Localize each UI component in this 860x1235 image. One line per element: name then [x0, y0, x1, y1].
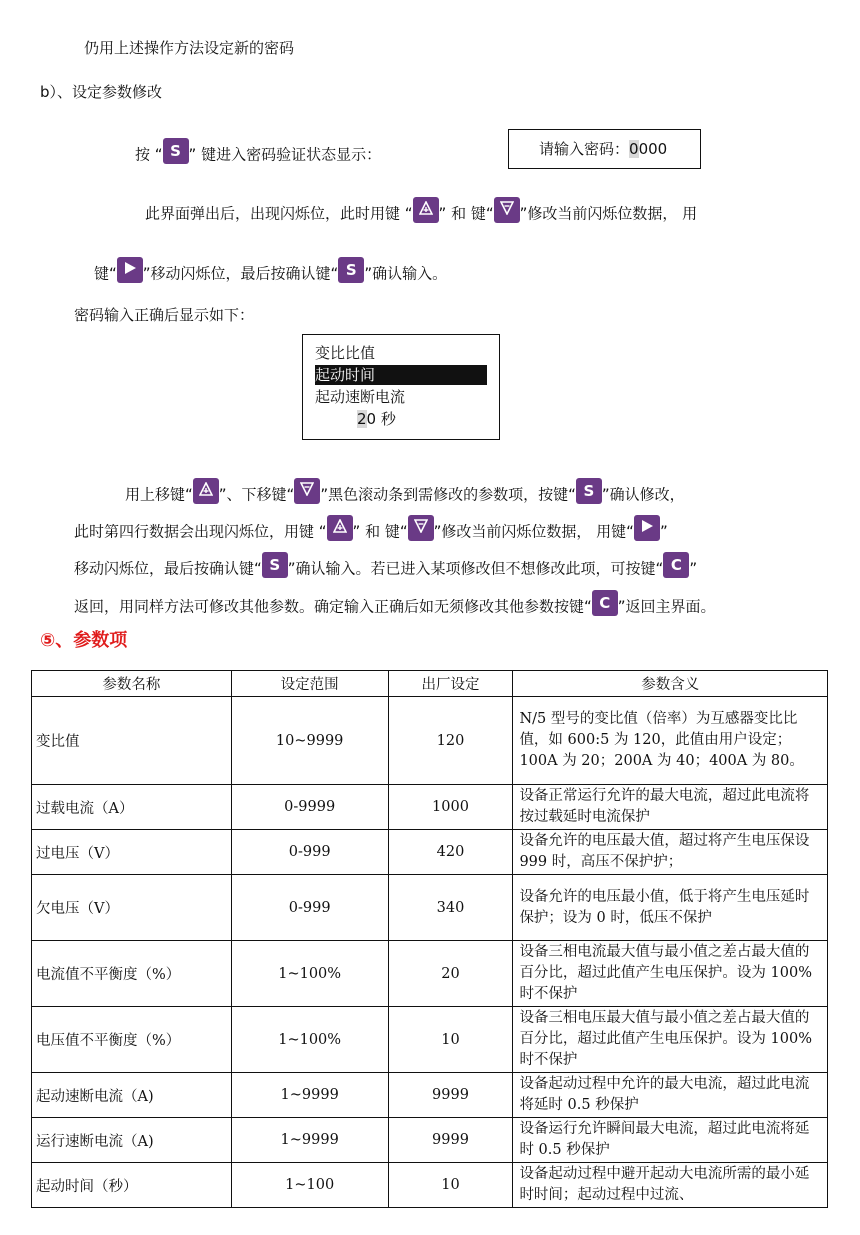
param-desc: 设备三相电压最大值与最小值之差占最大值的百分比，超过此值产生电压保护。设为 100%时不保护 — [513, 1007, 828, 1073]
table-header-row — [32, 671, 828, 697]
right-key-icon — [117, 257, 143, 283]
s-key-icon: S — [262, 552, 288, 578]
usage-l3-a: 移动闪烁位，最后按确认键“ — [74, 559, 262, 578]
param-name: 欠电压（V） — [32, 875, 232, 941]
param-name: 起动时间（秒） — [32, 1163, 232, 1208]
param-desc: 设备正常运行允许的最大电流，超过此电流将按过载延时电流保护 — [513, 785, 828, 830]
press-s-after: ” 键进入密码验证状态显示： — [188, 145, 382, 164]
param-name: 过电压（V） — [32, 830, 232, 875]
param-desc: N/5 型号的变比值（倍率）为互感器变比比值，如 600:5 为 120，此值由用户设定；100A 为 20；200A 为 40；400A 为 80。 — [513, 697, 828, 785]
popup-part1: 此界面弹出后，出现闪烁位，此时用键 “ — [145, 204, 413, 223]
param-desc: 设备允许的电压最小值，低于将产生电压延时保护；设为 0 时，低压不保护 — [513, 875, 828, 941]
intro-line: 仍用上述操作方法设定新的密码 — [84, 39, 295, 57]
parameter-table — [31, 670, 828, 1208]
param-range: 0-9999 — [231, 785, 388, 830]
move-paragraph — [94, 261, 447, 287]
header-range: 设定范围 — [231, 671, 388, 697]
s-key-icon: S — [576, 478, 602, 504]
usage-l4-a: 返回，用同样方法可修改其他参数。确定输入正确后如无须修改其他参数按键“ — [74, 597, 592, 616]
param-desc: 设备允许的电压最大值，超过将产生电压保设 999 时，高压不保护护； — [513, 830, 828, 875]
param-default: 9999 — [388, 1118, 513, 1163]
menu-line-1: 变比比值 — [315, 344, 376, 362]
usage-line-1 — [125, 482, 685, 508]
param-range: 1~9999 — [231, 1073, 388, 1118]
param-desc: 设备运行允许瞬间最大电流，超过此电流将延时 0.5 秒保护 — [513, 1118, 828, 1163]
param-range: 10~9999 — [231, 697, 388, 785]
usage-l3-c: ” — [689, 559, 698, 578]
table-row — [32, 1007, 828, 1073]
usage-line-2 — [74, 519, 668, 545]
menu-value-cursor: 2 — [357, 410, 367, 428]
param-desc: 设备起动过程中允许的最大电流，超过此电流将延时 0.5 秒保护 — [513, 1073, 828, 1118]
usage-l1-a: 用上移键“ — [125, 485, 193, 504]
param-range: 1~9999 — [231, 1118, 388, 1163]
move-part1: 键“ — [94, 264, 117, 283]
password-rest-digits: 000 — [638, 140, 668, 158]
down-key-icon — [408, 515, 434, 541]
usage-l1-d: ”确认修改， — [601, 485, 685, 504]
right-key-icon — [634, 515, 660, 541]
param-default: 10 — [388, 1163, 513, 1208]
subsection-b-title: b）、设定参数修改 — [40, 83, 163, 101]
param-name: 电流值不平衡度（%） — [32, 941, 232, 1007]
param-range: 1~100% — [231, 1007, 388, 1073]
menu-line-2-selected: 起动时间 — [315, 365, 487, 385]
password-display-box — [508, 129, 701, 169]
popup-part2: ” 和 键“ — [438, 204, 494, 223]
usage-l2-c: ”修改当前闪烁位数据， 用键“ — [433, 522, 634, 541]
table-row — [32, 1118, 828, 1163]
param-range: 0-999 — [231, 875, 388, 941]
usage-l1-b: ”、下移键“ — [218, 485, 295, 504]
usage-l2-a: 此时第四行数据会出现闪烁位，用键 “ — [74, 522, 327, 541]
param-default: 120 — [388, 697, 513, 785]
menu-line-3: 起动速断电流 — [315, 388, 406, 406]
param-name: 运行速断电流（A) — [32, 1118, 232, 1163]
param-name: 过载电流（A） — [32, 785, 232, 830]
param-range: 1~100 — [231, 1163, 388, 1208]
table-row — [32, 1163, 828, 1208]
table-row — [32, 830, 828, 875]
param-range: 1~100% — [231, 941, 388, 1007]
usage-l3-b: ”确认输入。若已进入某项修改但不想修改此项，可按键“ — [287, 559, 664, 578]
usage-l2-d: ” — [659, 522, 668, 541]
param-default: 20 — [388, 941, 513, 1007]
param-default: 1000 — [388, 785, 513, 830]
param-default: 10 — [388, 1007, 513, 1073]
header-default: 出厂设定 — [388, 671, 513, 697]
s-key-icon: S — [338, 257, 364, 283]
menu-display-box — [302, 334, 500, 440]
usage-l4-b: ”返回主界面。 — [617, 597, 716, 616]
param-default: 420 — [388, 830, 513, 875]
usage-l1-c: ”黑色滚动条到需修改的参数项，按键“ — [320, 485, 576, 504]
header-param-name: 参数名称 — [32, 671, 232, 697]
down-key-icon — [494, 197, 520, 223]
c-key-icon: C — [592, 590, 618, 616]
c-key-icon: C — [663, 552, 689, 578]
usage-line-3 — [74, 556, 697, 582]
password-label: 请输入密码： — [539, 140, 630, 158]
password-cursor-digit: 0 — [629, 140, 639, 158]
press-s-before: 按 “ — [135, 145, 163, 164]
move-part2: ”移动闪烁位，最后按确认键“ — [142, 264, 339, 283]
param-desc: 设备三相电流最大值与最小值之差占最大值的百分比，超过此值产生电压保护。设为 100%时不保护 — [513, 941, 828, 1007]
param-name: 电压值不平衡度（%） — [32, 1007, 232, 1073]
menu-value-rest: 0 秒 — [366, 410, 396, 428]
usage-line-4 — [74, 594, 716, 620]
popup-part3: ”修改当前闪烁位数据， 用 — [519, 204, 698, 223]
popup-paragraph — [145, 201, 697, 227]
table-row — [32, 1073, 828, 1118]
press-s-line — [135, 142, 381, 168]
up-key-icon — [327, 515, 353, 541]
param-range: 0-999 — [231, 830, 388, 875]
param-name: 变比值 — [32, 697, 232, 785]
up-key-icon — [193, 478, 219, 504]
up-key-icon — [413, 197, 439, 223]
menu-line-4-value — [357, 409, 396, 429]
move-part3: ”确认输入。 — [364, 264, 448, 283]
section-title: ⑤、参数项 — [40, 630, 128, 651]
table-row — [32, 697, 828, 785]
table-row — [32, 941, 828, 1007]
param-default: 9999 — [388, 1073, 513, 1118]
s-key-icon: S — [163, 138, 189, 164]
param-desc: 设备起动过程中避开起动大电流所需的最小延时时间；起动过程中过流、 — [513, 1163, 828, 1208]
correct-password-text: 密码输入正确后显示如下： — [74, 306, 255, 324]
usage-l2-b: ” 和 键“ — [352, 522, 408, 541]
param-name: 起动速断电流（A) — [32, 1073, 232, 1118]
param-default: 340 — [388, 875, 513, 941]
table-row — [32, 785, 828, 830]
down-key-icon — [294, 478, 320, 504]
header-meaning: 参数含义 — [513, 671, 828, 697]
table-row — [32, 875, 828, 941]
